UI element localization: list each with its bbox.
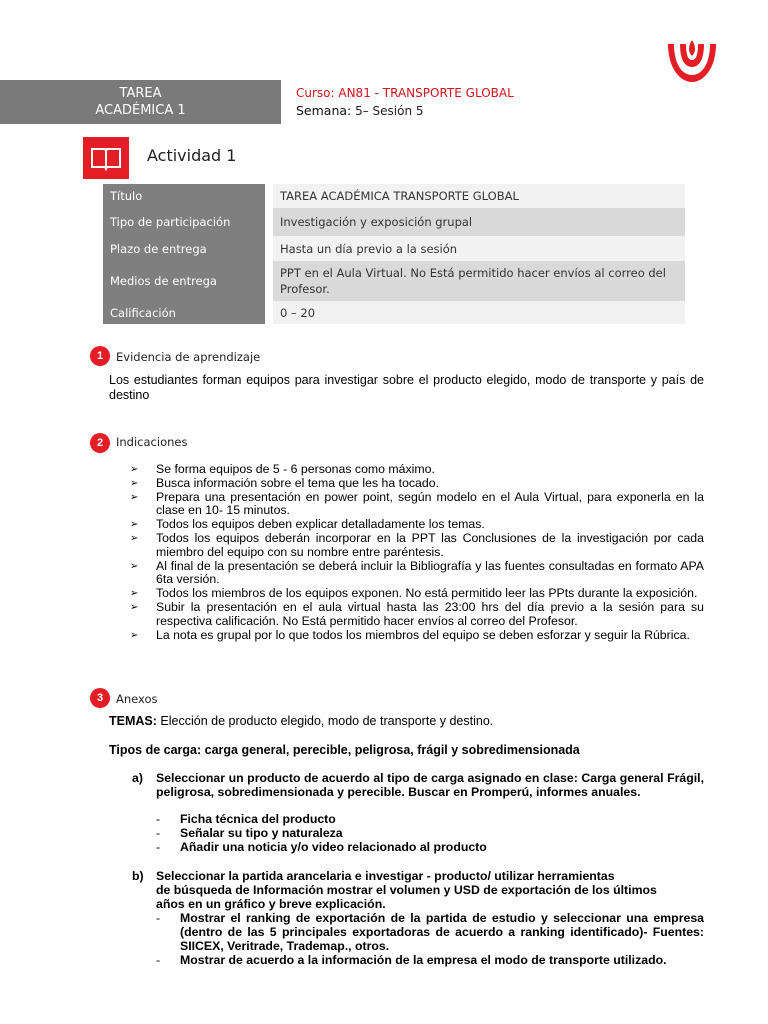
section-label: Evidencia de aprendizaje	[116, 350, 261, 364]
book-icon	[83, 137, 129, 179]
list-item-text: Ficha técnica del producto	[180, 812, 336, 826]
arrow-bullet-icon: ➢	[130, 601, 139, 613]
list-item-text: Todos los miembros de los equipos exponen. No está permitido leer las PPts durante la exposición.	[156, 586, 698, 601]
session-info	[296, 103, 424, 118]
table-key: Tipo de participación	[103, 208, 269, 236]
assignment-title-line2: ACADÉMICA 1	[95, 103, 186, 118]
table-row	[103, 261, 685, 301]
arrow-bullet-icon: ➢	[130, 519, 139, 531]
table-value: TAREA ACADÉMICA TRANSPORTE GLOBAL	[269, 184, 685, 208]
section-number-badge: 1	[90, 346, 110, 366]
item-a-text: Seleccionar un producto de acuerdo al tipo de carga asignado en clase: Carga general Frágil, peligrosa, sobredimensionada y perecible. Buscar en Promperú, informes anuales.	[156, 771, 704, 799]
arrow-bullet-icon: ➢	[130, 464, 139, 475]
session-value: 5– Sesión 5	[355, 104, 424, 118]
list-item-text: Todos los equipos deberán incorporar en la PPT las Conclusiones de la investigación por cada miembro del equipo con su nombre entre paréntesis.	[156, 530, 704, 559]
item-a-marker: a)	[132, 771, 143, 785]
list-item-text: La nota es grupal por lo que todos los miembros del equipo se deben esforzar y seguir la Rúbrica.	[156, 627, 690, 642]
list-item-text: Subir la presentación en el aula virtual hasta las 23:00 hrs del día previo a la sesión para su respectiva calificación. No Está permitido hacer envíos al correo del Profesor.	[156, 599, 704, 628]
list-item	[130, 587, 704, 601]
list-item	[130, 601, 704, 629]
topics-line	[109, 714, 704, 729]
item-b-marker: b)	[132, 869, 144, 883]
section-label: Indicaciones	[116, 435, 188, 449]
list-item: - Mostrar el ranking de exportación de la partida de estudio y seleccionar una empresa (dentro de las 5 principales exportadoras de acuerdo a ranking identificado)- Fuentes: SIICEX, Veritrade, Trademap., otros.	[156, 911, 704, 953]
topics-text: Elección de producto elegido, modo de transporte y destino.	[156, 714, 494, 728]
table-row	[103, 184, 685, 208]
table-value: Investigación y exposición grupal	[269, 208, 685, 236]
arrow-bullet-icon: ➢	[130, 491, 139, 503]
list-item-text: Al final de la presentación se deberá incluir la Bibliografía y las fuentes consultadas en formato APA 6ta versión.	[156, 558, 704, 587]
activity-info-table	[103, 184, 685, 324]
list-item-text: Mostrar de acuerdo a la información de la empresa el modo de transporte utilizado.	[180, 953, 667, 967]
arrow-bullet-icon: ➢	[130, 560, 139, 572]
item-b-line2: de búsqueda de Información mostrar el volumen y USD de exportación de los últimos	[156, 883, 657, 897]
arrow-bullet-icon: ➢	[130, 532, 139, 544]
list-item-text: Busca información sobre el tema que les ha tocado.	[156, 475, 439, 490]
table-value: PPT en el Aula Virtual. No Está permitido hacer envíos al correo del Profesor.	[269, 261, 685, 301]
list-item	[130, 560, 704, 588]
table-key: Título	[103, 184, 269, 208]
list-item: - Señalar su tipo y naturaleza	[156, 826, 343, 840]
list-item	[130, 518, 704, 532]
instructions-list	[130, 463, 704, 642]
arrow-bullet-icon: ➢	[130, 629, 139, 641]
item-b-list	[156, 911, 704, 967]
section-label: Anexos	[116, 692, 158, 706]
item-b-line1: Seleccionar la partida arancelaria e investigar - producto/ utilizar herramientas	[156, 869, 615, 883]
list-item	[130, 463, 704, 477]
list-item: - Mostrar de acuerdo a la información de la empresa el modo de transporte utilizado.	[156, 953, 667, 967]
assignment-title-box	[0, 80, 281, 124]
list-item-text: Mostrar el ranking de exportación de la partida de estudio y seleccionar una empresa (dentro de las 5 principales exportadoras de acuerdo a ranking identificado)- Fuentes: SIICEX, Veritrade, Trademap., otros.	[180, 911, 704, 953]
arrow-bullet-icon: ➢	[130, 588, 139, 600]
table-row	[103, 301, 685, 324]
list-item-text: Prepara una presentación en power point, según modelo en el Aula Virtual, para exponerla en la clase en 10- 15 minutos.	[156, 489, 704, 518]
table-key: Medios de entrega	[103, 261, 269, 301]
arrow-bullet-icon: ➢	[130, 477, 139, 489]
table-row	[103, 236, 685, 261]
list-item-text: Señalar su tipo y naturaleza	[180, 826, 343, 840]
course-name: Curso: AN81 - TRANSPORTE GLOBAL	[296, 86, 514, 100]
university-logo	[664, 38, 720, 86]
list-item: - Añadir una noticia y/o video relacionado al producto	[156, 840, 487, 854]
table-value: 0 – 20	[269, 301, 685, 324]
table-value: Hasta un día previo a la sesión	[269, 236, 685, 261]
cargo-types: Tipos de carga: carga general, perecible, peligrosa, frágil y sobredimensionada	[109, 743, 580, 757]
list-item	[130, 532, 704, 560]
session-label: Semana:	[296, 103, 352, 118]
list-item	[130, 477, 704, 491]
learning-evidence-text: Los estudiantes forman equipos para investigar sobre el producto elegido, modo de transporte y país de destino	[109, 373, 704, 402]
activity-title: Actividad 1	[147, 146, 237, 165]
topics-label: TEMAS:	[109, 714, 157, 728]
list-item-text: Añadir una noticia y/o video relacionado al producto	[180, 840, 487, 854]
list-item: - Ficha técnica del producto	[156, 812, 336, 826]
list-item-text: Todos los equipos deben explicar detalladamente los temas.	[156, 517, 485, 532]
table-key: Plazo de entrega	[103, 236, 269, 261]
item-b-line3: años en un gráfico y breve explicación.	[156, 897, 386, 911]
list-item-text: Se forma equipos de 5 - 6 personas como máximo.	[156, 462, 435, 476]
table-key: Calificación	[103, 301, 269, 324]
table-row	[103, 208, 685, 236]
list-item	[130, 491, 704, 519]
section-number-badge: 2	[90, 433, 110, 453]
section-number-badge: 3	[90, 688, 110, 708]
item-a-list	[156, 812, 704, 854]
assignment-title-line1: TAREA	[119, 86, 162, 101]
list-item	[130, 629, 704, 643]
